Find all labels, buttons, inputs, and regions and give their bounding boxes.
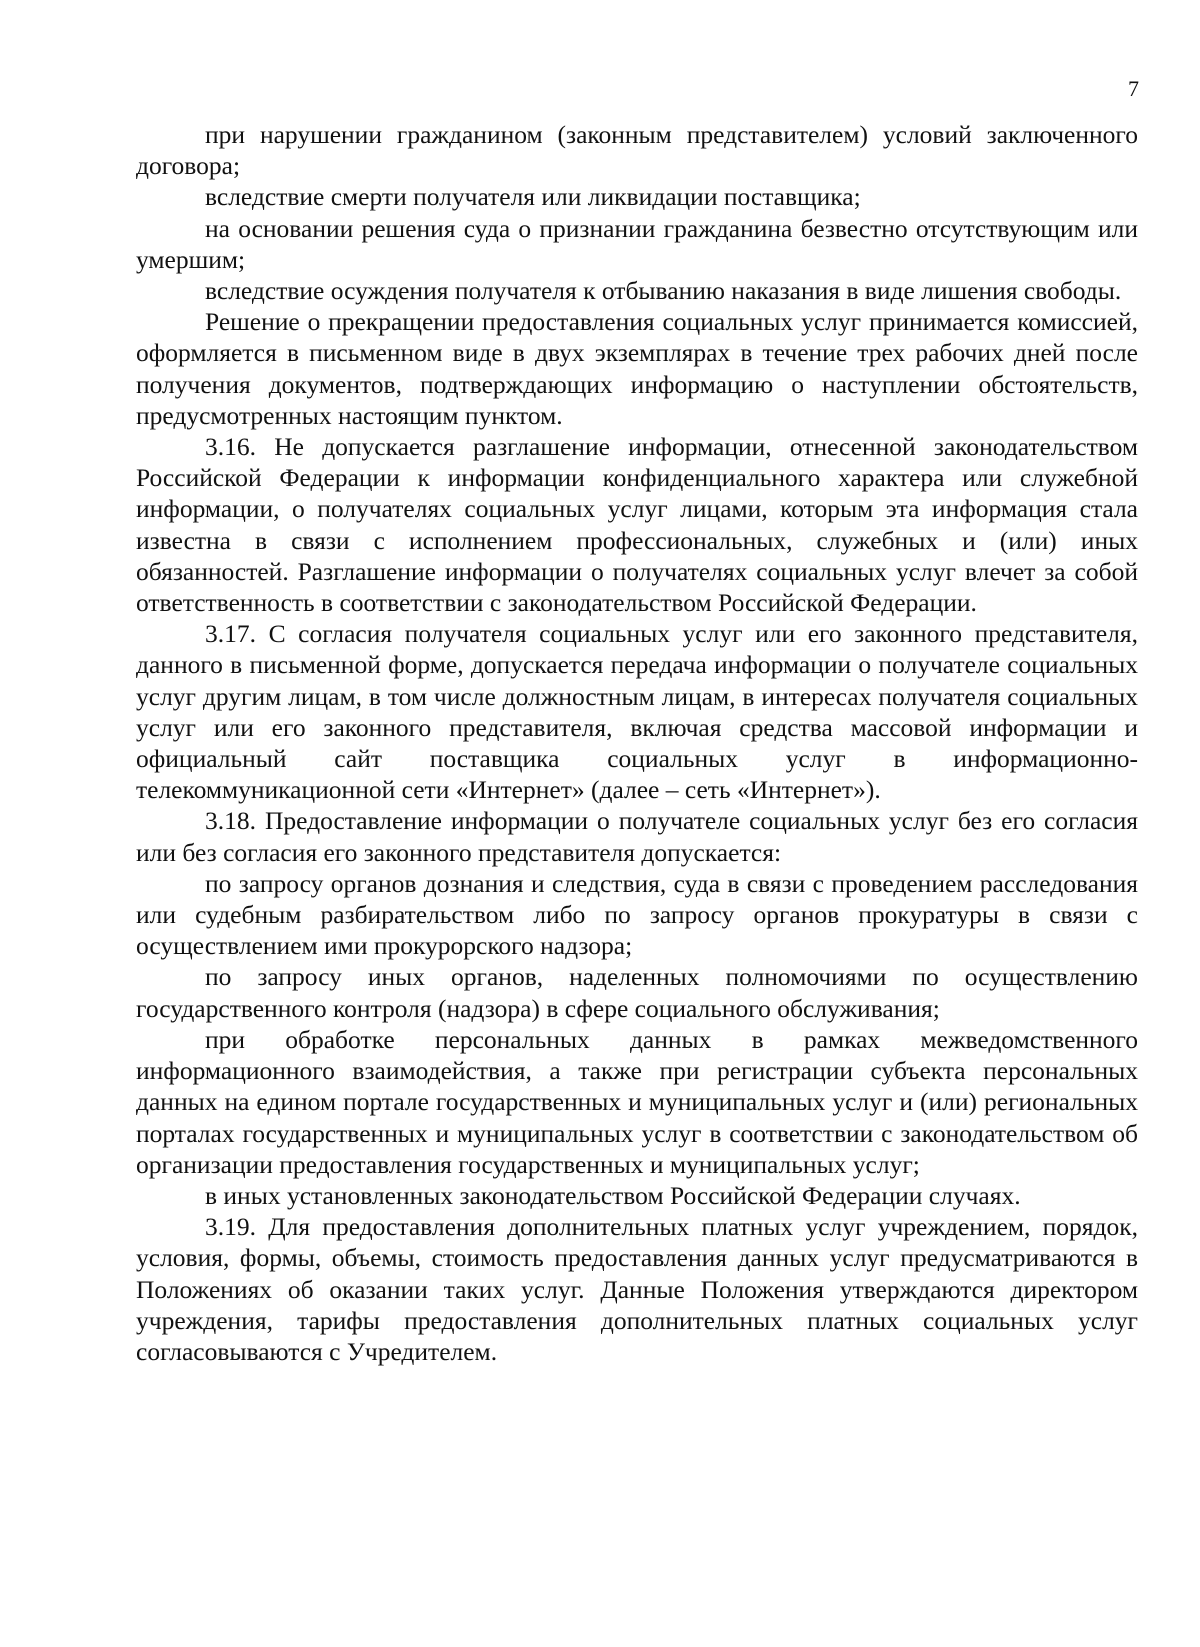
paragraph-termination-decision: Решение о прекращении предоставления социальных услуг принимается комиссией, оформляется в письменном виде в двух экземплярах в течение трех рабочих дней после получения документов, подтверждающих информацию о наступлении обстоятельств, предусмотренных настоящим пунктом.: [136, 307, 1138, 430]
paragraph-termination-breach: при нарушении гражданином (законным представителем) условий заключенного договора;: [136, 120, 1138, 181]
paragraph-3-18-other: в иных установленных законодательством Российской Федерации случаях.: [205, 1180, 1021, 1210]
paragraph-3-18: 3.18. Предоставление информации о получателе социальных услуг без его согласия или без согласия его законного представителя допускается:: [136, 806, 1138, 867]
paragraph-termination-court: на основании решения суда о признании гражданина безвестно отсутствующим или умершим;: [136, 213, 1138, 274]
page-number: 7: [1128, 76, 1139, 101]
document-body: [136, 119, 1138, 1367]
paragraph-termination-death: вследствие смерти получателя или ликвидации поставщика;: [205, 182, 861, 212]
paragraph-3-18-investigation: по запросу органов дознания и следствия, суда в связи с проведением расследования или судебным разбирательством либо по запросу органов прокуратуры в связи с осуществлением ими прокурорского надзора;: [136, 868, 1138, 961]
paragraph-termination-sentence: вследствие осуждения получателя к отбыванию наказания в виде лишения свободы.: [205, 276, 1122, 306]
paragraph-3-18-control: по запросу иных органов, наделенных полномочиями по осуществлению государственного контроля (надзора) в сфере социального обслуживания;: [136, 962, 1138, 1023]
paragraph-3-18-personal-data: при обработке персональных данных в рамках межведомственного информационного взаимодействия, а также при регистрации субъекта персональных данных на едином портале государственных и муниципальных услуг и (или) региональных порталах государственных и муниципальных услуг в соответствии с законодательством об организации предоставления государственных и муниципальных услуг;: [136, 1024, 1138, 1179]
paragraph-3-16: 3.16. Не допускается разглашение информации, отнесенной законодательством Российской Федерации к информации конфиденциального характера или служебной информации, о получателях социальных услуг лицами, которым эта информация стала известна в связи с исполнением профессиональных, служебных и (или) иных обязанностей. Разглашение информации о получателях социальных услуг влечет за собой ответственность в соответствии с законодательством Российской Федерации.: [136, 432, 1138, 618]
paragraph-3-17: 3.17. С согласия получателя социальных услуг или его законного представителя, данного в письменной форме, допускается передача информации о получателе социальных услуг другим лицам, в том числе должностным лицам, в интересах получателя социальных услуг или его законного представителя, включая средства массовой информации и официальный сайт поставщика социальных услуг в информационно-телекоммуникационной сети «Интернет» (далее – сеть «Интернет»).: [136, 619, 1138, 805]
paragraph-3-19: 3.19. Для предоставления дополнительных платных услуг учреждением, порядок, условия, формы, объемы, стоимость предоставления данных услуг предусматриваются в Положениях об оказании таких услуг. Данные Положения утверждаются директором учреждения, тарифы предоставления дополнительных платных социальных услуг согласовываются с Учредителем.: [136, 1212, 1138, 1366]
